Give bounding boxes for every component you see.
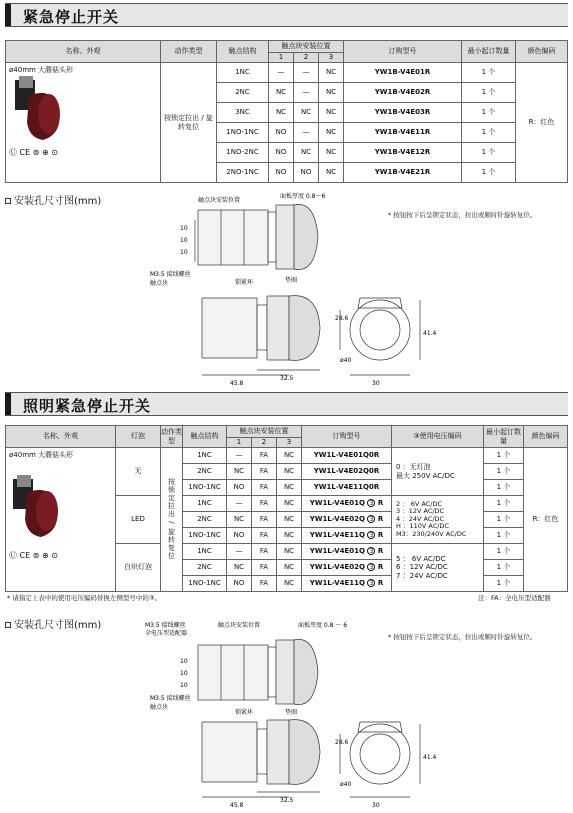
voltage-code-marker: 3 (367, 515, 375, 523)
cell-p2: NC (294, 143, 319, 163)
lamp-type: 白炽灯泡 (116, 544, 161, 592)
cell-p2: FA (252, 448, 277, 464)
cell-moq: 1 个 (484, 480, 524, 496)
product-name: ø40mm 大蘑菇头形 (9, 66, 74, 74)
label-d325: 32.5 (280, 375, 294, 382)
label-d414: 41.4 (423, 330, 437, 337)
cell-contact: 1NO-1NC (183, 528, 227, 544)
label-d10: 10 (180, 225, 188, 232)
action-type-cell (161, 448, 183, 592)
voltage-line: 5 ： 6V AC/DC (396, 555, 446, 564)
cell-p1: NO (269, 163, 294, 183)
cell-moq: 1 个 (484, 560, 524, 576)
voltage-line: 0 ：无灯泡 (396, 463, 431, 472)
label-d414: 41.4 (423, 754, 437, 761)
voltage-line: 2 ： 6V AC/DC (396, 499, 443, 508)
cell-order: YW1B-V4E11R (344, 123, 462, 143)
product-name: ø40mm 大蘑菇头形 (9, 451, 74, 459)
lighted-estop-table (5, 425, 568, 592)
cell-p3: NC (277, 464, 302, 480)
col-p1: 1 (227, 438, 252, 448)
cell-order: YW1L-V4E02Q 3 R (302, 512, 392, 528)
cell-p3: NC (319, 63, 344, 83)
lamp-type: 无 (116, 448, 161, 496)
cell-p3: NC (277, 576, 302, 592)
col-color: 颜色编码 (524, 426, 568, 448)
cell-contact: 1NO-2NC (217, 143, 269, 163)
cell-contact: 2NO-1NC (217, 163, 269, 183)
voltage-code-marker: 3 (367, 531, 375, 539)
cell-order: YW1B-V4E21R (344, 163, 462, 183)
cell-moq: 1 个 (484, 496, 524, 512)
dim-note-1: * 按钮按下后呈锁定状态，拉出或顺时针旋转复位。 (388, 211, 537, 219)
lamp-type: LED (116, 496, 161, 544)
cert-icons: Ⓤ CE ⊚ ⊕ ⊙ (9, 551, 58, 561)
section-title: 照明紧急停止开关 (23, 397, 152, 415)
cell-moq: 1 个 (462, 83, 516, 103)
voltage-code-marker: 3 (367, 499, 375, 507)
cell-moq: 1 个 (484, 544, 524, 560)
cell-p2: NC (294, 103, 319, 123)
label-gasket: 垫圈 (285, 709, 298, 716)
col-p3: 3 (277, 438, 302, 448)
dim-title-2: 安装孔尺寸图(mm) (5, 616, 101, 631)
cell-order: YW1B-V4E01R (344, 63, 462, 83)
estop-table (5, 40, 568, 183)
cell-moq: 1 个 (484, 576, 524, 592)
footnote-left: * 请指定上表中的使用电压编码替换左侧型号中的③。 (7, 594, 162, 602)
cell-p1: NC (227, 512, 252, 528)
color-code: R：红色 (524, 448, 568, 592)
cell-p1: NO (227, 576, 252, 592)
label-d30: 30 (372, 380, 380, 387)
label-d40: ø40 (340, 357, 352, 364)
cell-p3: NC (277, 448, 302, 464)
label-contact-pos: 触点块安装位置 (198, 197, 241, 204)
cell-contact: 1NC (183, 496, 227, 512)
label-contact-pos: 触点块安装位置 (218, 622, 261, 629)
label-gasket: 垫圈 (285, 277, 298, 284)
cell-p1: NC (227, 464, 252, 480)
cell-order: YW1L-V4E01Q 3 R (302, 496, 392, 512)
cell-p2: FA (252, 512, 277, 528)
col-contact: 触点结构 (183, 426, 227, 448)
cell-p1: — (227, 448, 252, 464)
cell-order: YW1L-V4E11Q 3 R (302, 528, 392, 544)
cell-p2: FA (252, 528, 277, 544)
cell-p1: — (269, 63, 294, 83)
cell-order: YW1L-V4E11Q0R (302, 480, 392, 496)
cell-contact: 1NO-1NC (183, 480, 227, 496)
col-action: 动作类型 (161, 41, 217, 63)
cell-p3: NC (277, 528, 302, 544)
voltage-line: H ：110V AC/DC (396, 522, 449, 531)
cell-contact: 1NC (183, 544, 227, 560)
cell-contact: 2NC (183, 560, 227, 576)
dimension-drawing-1 (140, 190, 450, 390)
col-positions: 触点块安装位置 (227, 426, 302, 438)
col-p2: 2 (294, 53, 319, 63)
voltage-line: 4 ：24V AC/DC (396, 514, 445, 523)
cell-contact: 1NO-1NC (183, 576, 227, 592)
label-contact-block: 触点块 (150, 280, 169, 287)
cell-order: YW1B-V4E02R (344, 83, 462, 103)
col-name: 名称、外观 (6, 426, 116, 448)
cell-p2: — (294, 83, 319, 103)
cell-p2: FA (252, 480, 277, 496)
label-d40: ø40 (340, 781, 352, 788)
cell-p3: NC (277, 480, 302, 496)
lighted-mushroom-button-image (9, 459, 67, 549)
col-order: 订购型号 (344, 41, 462, 63)
label-d10: 10 (180, 237, 188, 244)
col-name: 名称、外观 (6, 41, 161, 63)
cell-contact: 1NC (183, 448, 227, 464)
cell-moq: 1 个 (462, 163, 516, 183)
voltage-cell (392, 448, 484, 496)
cell-order: YW1B-V4E12R (344, 143, 462, 163)
cell-moq: 1 个 (484, 464, 524, 480)
label-screw: M3.5 接线螺丝 (150, 695, 191, 702)
footnote-right: 注：FA：全电压型适配器 (478, 594, 551, 602)
col-p3: 3 (319, 53, 344, 63)
col-action: 动作类型 (161, 426, 183, 448)
col-lamp: 灯泡 (116, 426, 161, 448)
cell-p3: NC (319, 123, 344, 143)
action-type: 按锁定拉出 / 旋转复位 (167, 477, 176, 560)
label-d286: 28.6 (335, 739, 349, 746)
cell-order: YW1L-V4E01Q0R (302, 448, 392, 464)
section-header-estop (5, 3, 568, 27)
cell-p1: NO (269, 123, 294, 143)
col-order: 订购型号 (302, 426, 392, 448)
voltage-line: 6 ：12V AC/DC (396, 563, 448, 572)
table-row (6, 63, 568, 83)
cell-p2: FA (252, 560, 277, 576)
label-adapter: 全电压型适配器 (145, 630, 188, 637)
dim-note-2: * 按钮按下后呈锁定状态，拉出或顺时针旋转复位。 (388, 633, 537, 641)
cell-p3: NC (319, 143, 344, 163)
label-d10: 10 (180, 682, 188, 689)
cert-icons: Ⓤ CE ⊚ ⊕ ⊙ (9, 148, 58, 158)
label-panel: 面板厚度 0.8～6 (280, 193, 326, 200)
cell-contact: 2NC (183, 512, 227, 528)
cell-p1: NO (227, 480, 252, 496)
cell-p1: NC (227, 560, 252, 576)
cell-p3: NC (277, 544, 302, 560)
col-moq: 最小起订数量 (484, 426, 524, 448)
cell-moq: 1 个 (484, 448, 524, 464)
voltage-code-marker: 3 (367, 579, 375, 587)
cell-contact: 1NO-1NC (217, 123, 269, 143)
label-screw-top: M3.5 接线螺丝 (145, 622, 186, 629)
cell-p2: — (294, 123, 319, 143)
cell-p3: NC (277, 560, 302, 576)
label-d30: 30 (372, 802, 380, 809)
cell-moq: 1 个 (484, 528, 524, 544)
cell-contact: 1NC (217, 63, 269, 83)
cell-order: YW1B-V4E03R (344, 103, 462, 123)
label-d286: 28.6 (335, 315, 349, 322)
color-code: R：红色 (516, 63, 568, 183)
cell-p2: FA (252, 544, 277, 560)
col-p1: 1 (269, 53, 294, 63)
col-color: 颜色编码 (516, 41, 568, 63)
section-header-lighted-estop (5, 392, 568, 416)
label-d458: 45.8 (230, 802, 244, 809)
cell-moq: 1 个 (484, 512, 524, 528)
col-moq: 最小起订数量 (462, 41, 516, 63)
label-screw: M3.5 接线螺丝 (150, 271, 191, 278)
cell-p1: — (227, 496, 252, 512)
cell-p1: — (227, 544, 252, 560)
cell-p1: NO (227, 528, 252, 544)
voltage-line: M3：230/240V AC/DC (396, 529, 467, 538)
cell-p2: FA (252, 576, 277, 592)
cell-p2: NO (294, 163, 319, 183)
dim-title-1: 安装孔尺寸图(mm) (5, 192, 101, 207)
cell-order: YW1L-V4E02Q0R (302, 464, 392, 480)
label-d458: 45.8 (230, 380, 244, 387)
voltage-line: 最大 250V AC/DC (396, 471, 455, 480)
label-lock-ring: 锁紧环 (235, 709, 254, 716)
cell-p3: NC (277, 512, 302, 528)
voltage-code-marker: 3 (367, 547, 375, 555)
col-contact: 触点结构 (217, 41, 269, 63)
col-p2: 2 (252, 438, 277, 448)
cell-p2: FA (252, 496, 277, 512)
product-cell (6, 448, 116, 592)
cell-contact: 2NC (217, 83, 269, 103)
cell-contact: 3NC (217, 103, 269, 123)
cell-contact: 2NC (183, 464, 227, 480)
cell-p1: NC (269, 103, 294, 123)
product-cell (6, 63, 161, 183)
section-title: 紧急停止开关 (23, 8, 120, 26)
cell-order: YW1L-V4E11Q 3 R (302, 576, 392, 592)
dimension-drawing-2 (140, 617, 450, 810)
cell-p3: NC (319, 163, 344, 183)
label-d10: 10 (180, 249, 188, 256)
label-contact-block: 触点块 (150, 704, 169, 711)
cell-p1: NC (269, 83, 294, 103)
cell-p3: NC (319, 103, 344, 123)
voltage-cell (392, 496, 484, 544)
voltage-code-marker: 3 (367, 563, 375, 571)
label-lock-ring: 锁紧环 (235, 279, 254, 286)
cell-p1: NO (269, 143, 294, 163)
label-d10: 10 (180, 658, 188, 665)
col-positions: 触点块安装位置 (269, 41, 344, 53)
label-d325: 32.5 (280, 797, 294, 804)
cell-p2: FA (252, 464, 277, 480)
cell-p3: NC (319, 83, 344, 103)
cell-moq: 1 个 (462, 143, 516, 163)
cell-p2: — (294, 63, 319, 83)
voltage-line: 3 ：12V AC/DC (396, 507, 445, 516)
cell-moq: 1 个 (462, 123, 516, 143)
voltage-line: 7 ：24V AC/DC (396, 571, 448, 580)
cell-moq: 1 个 (462, 103, 516, 123)
col-voltage: ③使用电压编码 (392, 426, 484, 448)
voltage-cell (392, 544, 484, 592)
label-d10: 10 (180, 670, 188, 677)
cell-order: YW1L-V4E01Q 3 R (302, 544, 392, 560)
action-type: 按锁定拉出 / 旋转复位 (161, 63, 217, 183)
cell-p3: NC (277, 496, 302, 512)
cell-moq: 1 个 (462, 63, 516, 83)
label-panel: 面板厚度 0.8 ～ 6 (298, 622, 348, 629)
mushroom-button-image (9, 74, 69, 144)
table-row (6, 448, 568, 464)
cell-order: YW1L-V4E02Q 3 R (302, 560, 392, 576)
